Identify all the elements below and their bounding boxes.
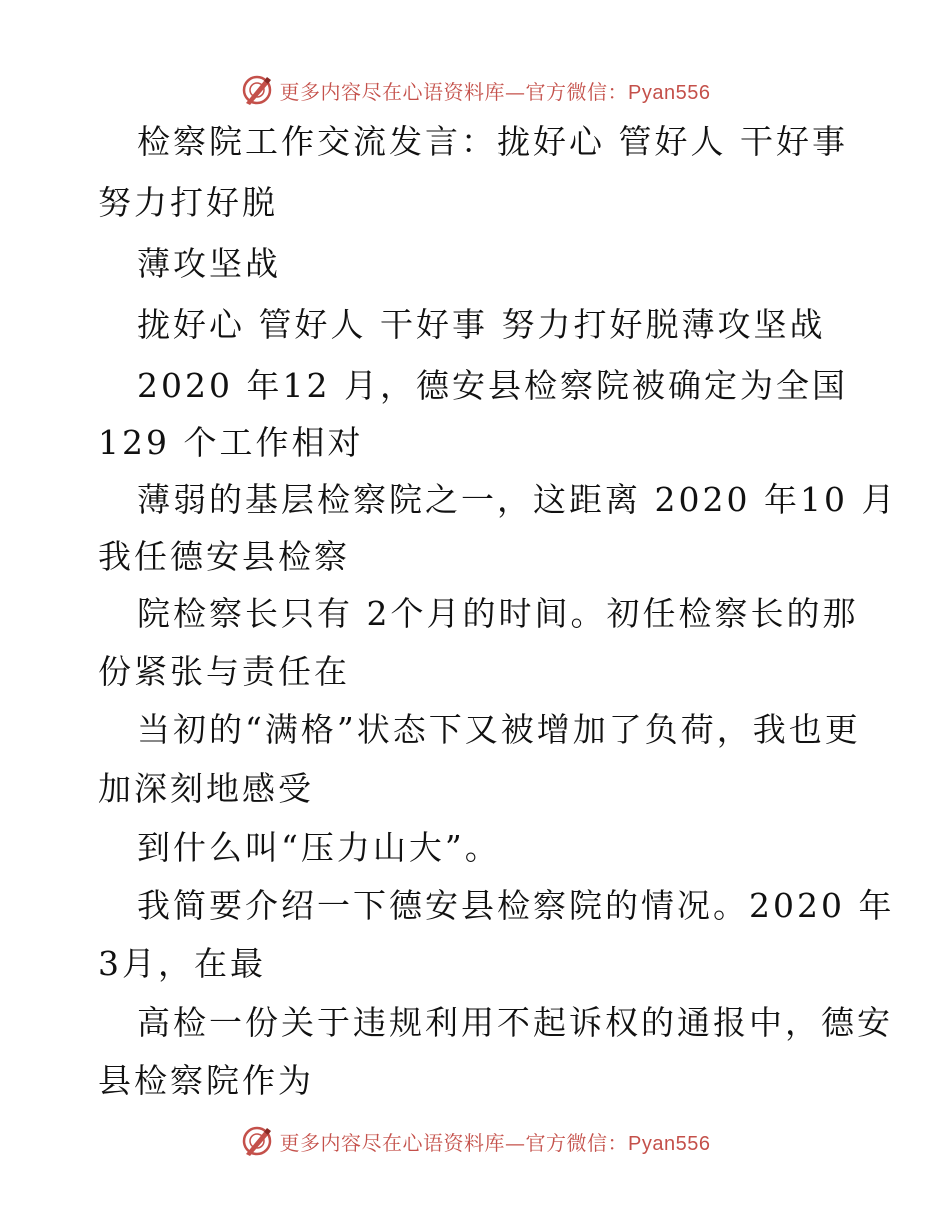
- body-line: 129 个工作相对: [98, 423, 364, 462]
- header-watermark: [0, 70, 950, 110]
- body-line: 薄弱的基层检察院之一，这距离 2020 年10 月: [137, 480, 898, 519]
- watermark-text: 更多内容尽在心语资料库—官方微信：Pyan556: [279, 1130, 711, 1155]
- body-line: 2020 年12 月，德安县检察院被确定为全国: [137, 366, 848, 405]
- body-line: 高检一份关于违规利用不起诉权的通报中，德安: [137, 1003, 893, 1042]
- body-line: 我简要介绍一下德安县检察院的情况。2020 年: [137, 886, 895, 925]
- heading-line: 拢好心 管好人 干好事 努力打好脱薄攻坚战: [137, 305, 826, 344]
- body-line: 当初的“满格”状态下又被增加了负荷，我也更: [137, 710, 861, 749]
- body-line: 3月，在最: [98, 944, 266, 983]
- body-line: 加深刻地感受: [98, 769, 314, 808]
- title-line-1: 检察院工作交流发言：拢好心 管好人 干好事: [137, 122, 848, 161]
- body-line: 县检察院作为: [98, 1061, 314, 1100]
- body-line: 份紧张与责任在: [98, 652, 350, 691]
- title-line-3: 薄攻坚战: [137, 244, 281, 283]
- footer-watermark: [0, 1121, 950, 1161]
- body-line: 我任德安县检察: [98, 537, 350, 576]
- body-line: 到什么叫“压力山大”。: [137, 828, 501, 867]
- title-line-2: 努力打好脱: [98, 183, 278, 222]
- pen-logo-icon: [240, 1124, 274, 1158]
- body-line: 院检察长只有 2个月的时间。初任检察长的那: [137, 594, 859, 633]
- watermark-text: 更多内容尽在心语资料库—官方微信：Pyan556: [279, 79, 711, 104]
- pen-logo-icon: [240, 73, 274, 107]
